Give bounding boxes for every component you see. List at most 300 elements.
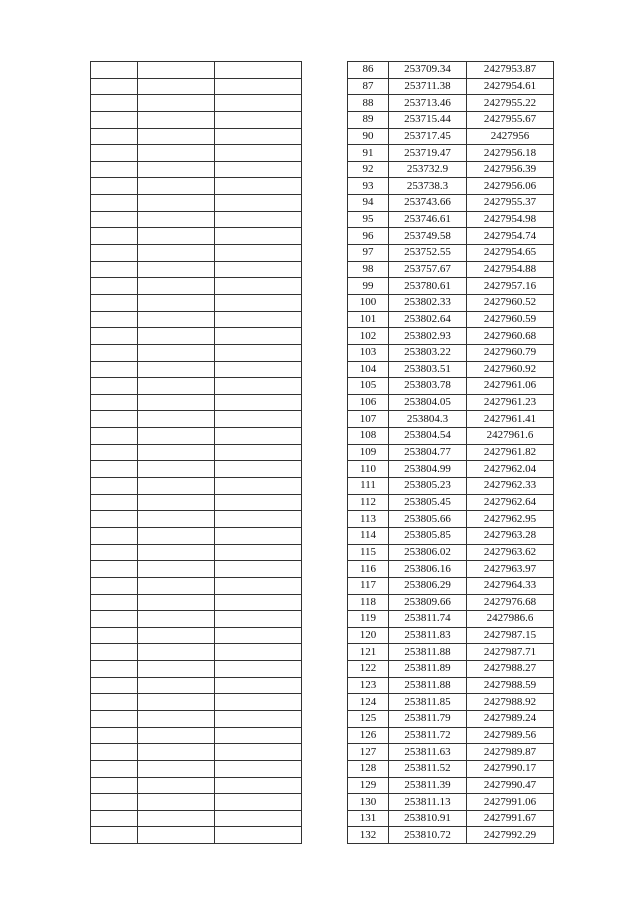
left-table-row — [91, 361, 302, 378]
x-coordinate-cell: 253811.39 — [389, 777, 467, 794]
left-table-cell — [138, 378, 215, 395]
left-table-cell — [91, 594, 138, 611]
y-coordinate-cell: 2427986.6 — [467, 611, 554, 628]
left-table-row — [91, 661, 302, 678]
point-number-cell: 107 — [348, 411, 389, 428]
point-number-cell: 118 — [348, 594, 389, 611]
left-table-cell — [138, 511, 215, 528]
point-number-cell: 131 — [348, 810, 389, 827]
y-coordinate-cell: 2427955.22 — [467, 95, 554, 112]
left-table-cell — [138, 261, 215, 278]
left-table-cell — [138, 294, 215, 311]
table-row — [348, 394, 554, 411]
x-coordinate-cell: 253802.64 — [389, 311, 467, 328]
left-table-row — [91, 178, 302, 195]
left-table-cell — [138, 78, 215, 95]
x-coordinate-cell: 253805.45 — [389, 494, 467, 511]
y-coordinate-cell: 2427954.88 — [467, 261, 554, 278]
left-table-row — [91, 777, 302, 794]
left-table-cell — [138, 95, 215, 112]
left-table-cell — [91, 511, 138, 528]
x-coordinate-cell: 253804.77 — [389, 444, 467, 461]
table-row — [348, 794, 554, 811]
table-row — [348, 145, 554, 162]
table-row — [348, 278, 554, 295]
left-table-cell — [215, 727, 302, 744]
point-number-cell: 95 — [348, 211, 389, 228]
left-table-cell — [215, 561, 302, 578]
left-table-cell — [215, 361, 302, 378]
y-coordinate-cell: 2427990.47 — [467, 777, 554, 794]
y-coordinate-cell: 2427987.15 — [467, 627, 554, 644]
point-number-cell: 113 — [348, 511, 389, 528]
table-row — [348, 428, 554, 445]
left-table-cell — [138, 794, 215, 811]
y-coordinate-cell: 2427976.68 — [467, 594, 554, 611]
x-coordinate-cell: 253719.47 — [389, 145, 467, 162]
left-table-row — [91, 694, 302, 711]
point-number-cell: 124 — [348, 694, 389, 711]
left-table-cell — [138, 727, 215, 744]
y-coordinate-cell: 2427956.18 — [467, 145, 554, 162]
x-coordinate-cell: 253738.3 — [389, 178, 467, 195]
left-table-cell — [215, 394, 302, 411]
left-table-row — [91, 810, 302, 827]
coordinate-table — [347, 61, 554, 844]
y-coordinate-cell: 2427956.06 — [467, 178, 554, 195]
x-coordinate-cell: 253811.88 — [389, 677, 467, 694]
left-table-cell — [215, 611, 302, 628]
left-table-cell — [91, 261, 138, 278]
table-row — [348, 544, 554, 561]
left-table-cell — [91, 344, 138, 361]
left-table-row — [91, 328, 302, 345]
left-table-row — [91, 145, 302, 162]
left-table-row — [91, 727, 302, 744]
table-row — [348, 178, 554, 195]
left-table-cell — [91, 661, 138, 678]
x-coordinate-cell: 253711.38 — [389, 78, 467, 95]
left-table-row — [91, 344, 302, 361]
x-coordinate-cell: 253743.66 — [389, 195, 467, 212]
left-table-cell — [91, 777, 138, 794]
x-coordinate-cell: 253805.85 — [389, 527, 467, 544]
left-table-row — [91, 644, 302, 661]
table-row — [348, 827, 554, 844]
left-table-cell — [215, 161, 302, 178]
left-table-row — [91, 544, 302, 561]
left-table-cell — [91, 111, 138, 128]
x-coordinate-cell: 253713.46 — [389, 95, 467, 112]
left-table-cell — [91, 478, 138, 495]
point-number-cell: 101 — [348, 311, 389, 328]
y-coordinate-cell: 2427961.82 — [467, 444, 554, 461]
left-table-cell — [138, 178, 215, 195]
x-coordinate-cell: 253752.55 — [389, 245, 467, 262]
left-table-cell — [215, 827, 302, 844]
x-coordinate-cell: 253804.3 — [389, 411, 467, 428]
left-table-cell — [91, 245, 138, 262]
left-table-row — [91, 710, 302, 727]
left-table-cell — [215, 661, 302, 678]
left-table-row — [91, 561, 302, 578]
table-row — [348, 527, 554, 544]
table-row — [348, 195, 554, 212]
y-coordinate-cell: 2427963.97 — [467, 561, 554, 578]
table-row — [348, 95, 554, 112]
point-number-cell: 104 — [348, 361, 389, 378]
left-table-cell — [215, 78, 302, 95]
left-table-cell — [215, 145, 302, 162]
table-row — [348, 810, 554, 827]
left-table-cell — [138, 577, 215, 594]
left-table-cell — [215, 694, 302, 711]
left-table-row — [91, 744, 302, 761]
y-coordinate-cell: 2427954.65 — [467, 245, 554, 262]
x-coordinate-cell: 253757.67 — [389, 261, 467, 278]
left-table-cell — [138, 62, 215, 79]
left-table-cell — [91, 760, 138, 777]
left-table-cell — [138, 211, 215, 228]
point-number-cell: 94 — [348, 195, 389, 212]
y-coordinate-cell: 2427992.29 — [467, 827, 554, 844]
point-number-cell: 123 — [348, 677, 389, 694]
point-number-cell: 99 — [348, 278, 389, 295]
x-coordinate-cell: 253804.99 — [389, 461, 467, 478]
y-coordinate-cell: 2427956 — [467, 128, 554, 145]
y-coordinate-cell: 2427962.04 — [467, 461, 554, 478]
point-number-cell: 130 — [348, 794, 389, 811]
left-table-cell — [91, 577, 138, 594]
y-coordinate-cell: 2427954.98 — [467, 211, 554, 228]
x-coordinate-cell: 253746.61 — [389, 211, 467, 228]
left-table-row — [91, 444, 302, 461]
left-table-row — [91, 511, 302, 528]
y-coordinate-cell: 2427960.79 — [467, 344, 554, 361]
left-empty-table — [90, 61, 302, 844]
y-coordinate-cell: 2427954.61 — [467, 78, 554, 95]
left-table-cell — [215, 344, 302, 361]
table-row — [348, 261, 554, 278]
y-coordinate-cell: 2427991.67 — [467, 810, 554, 827]
x-coordinate-cell: 253811.13 — [389, 794, 467, 811]
left-table-cell — [138, 278, 215, 295]
left-table-cell — [91, 128, 138, 145]
left-table-row — [91, 161, 302, 178]
left-table-cell — [91, 611, 138, 628]
point-number-cell: 98 — [348, 261, 389, 278]
table-row — [348, 344, 554, 361]
x-coordinate-cell: 253715.44 — [389, 111, 467, 128]
point-number-cell: 125 — [348, 710, 389, 727]
left-table-cell — [138, 561, 215, 578]
left-table-cell — [215, 494, 302, 511]
y-coordinate-cell: 2427953.87 — [467, 62, 554, 79]
left-table-row — [91, 461, 302, 478]
y-coordinate-cell: 2427963.62 — [467, 544, 554, 561]
left-table-row — [91, 278, 302, 295]
left-table-body — [91, 62, 302, 844]
x-coordinate-cell: 253810.91 — [389, 810, 467, 827]
x-coordinate-cell: 253811.74 — [389, 611, 467, 628]
point-number-cell: 119 — [348, 611, 389, 628]
x-coordinate-cell: 253811.89 — [389, 661, 467, 678]
table-row — [348, 611, 554, 628]
left-table-cell — [215, 444, 302, 461]
left-table-row — [91, 577, 302, 594]
y-coordinate-cell: 2427954.74 — [467, 228, 554, 245]
point-number-cell: 97 — [348, 245, 389, 262]
left-table-cell — [138, 478, 215, 495]
x-coordinate-cell: 253811.85 — [389, 694, 467, 711]
left-table-cell — [215, 245, 302, 262]
table-row — [348, 744, 554, 761]
left-table-cell — [215, 760, 302, 777]
point-number-cell: 126 — [348, 727, 389, 744]
left-table-cell — [91, 444, 138, 461]
left-table-cell — [138, 544, 215, 561]
left-table-row — [91, 311, 302, 328]
left-table-cell — [215, 278, 302, 295]
y-coordinate-cell: 2427960.59 — [467, 311, 554, 328]
left-table-row — [91, 245, 302, 262]
x-coordinate-cell: 253802.93 — [389, 328, 467, 345]
y-coordinate-cell: 2427987.71 — [467, 644, 554, 661]
left-table-cell — [91, 461, 138, 478]
point-number-cell: 108 — [348, 428, 389, 445]
table-row — [348, 561, 554, 578]
point-number-cell: 93 — [348, 178, 389, 195]
table-row — [348, 478, 554, 495]
point-number-cell: 116 — [348, 561, 389, 578]
point-number-cell: 120 — [348, 627, 389, 644]
left-table-cell — [91, 411, 138, 428]
y-coordinate-cell: 2427961.41 — [467, 411, 554, 428]
x-coordinate-cell: 253803.78 — [389, 378, 467, 395]
table-row — [348, 378, 554, 395]
left-table-cell — [91, 794, 138, 811]
left-table-cell — [91, 727, 138, 744]
left-table-cell — [215, 378, 302, 395]
left-table-cell — [91, 378, 138, 395]
x-coordinate-cell: 253717.45 — [389, 128, 467, 145]
left-table-cell — [91, 311, 138, 328]
point-number-cell: 112 — [348, 494, 389, 511]
left-table-cell — [138, 611, 215, 628]
left-table-cell — [215, 644, 302, 661]
left-table-row — [91, 494, 302, 511]
point-number-cell: 115 — [348, 544, 389, 561]
left-table-cell — [91, 328, 138, 345]
left-table-cell — [215, 677, 302, 694]
y-coordinate-cell: 2427961.23 — [467, 394, 554, 411]
left-table-cell — [138, 661, 215, 678]
left-table-cell — [138, 827, 215, 844]
left-table-cell — [215, 794, 302, 811]
point-number-cell: 88 — [348, 95, 389, 112]
left-table-cell — [91, 694, 138, 711]
left-table-cell — [91, 644, 138, 661]
left-table-cell — [215, 328, 302, 345]
left-table-cell — [215, 261, 302, 278]
point-number-cell: 129 — [348, 777, 389, 794]
left-table-cell — [215, 511, 302, 528]
point-number-cell: 102 — [348, 328, 389, 345]
left-table-row — [91, 62, 302, 79]
left-table-cell — [215, 62, 302, 79]
y-coordinate-cell: 2427960.92 — [467, 361, 554, 378]
left-table-cell — [91, 211, 138, 228]
table-row — [348, 128, 554, 145]
point-number-cell: 122 — [348, 661, 389, 678]
left-table-cell — [91, 394, 138, 411]
left-table-cell — [138, 594, 215, 611]
left-table-row — [91, 228, 302, 245]
x-coordinate-cell: 253806.29 — [389, 577, 467, 594]
left-table-cell — [138, 228, 215, 245]
left-table-cell — [91, 178, 138, 195]
point-number-cell: 96 — [348, 228, 389, 245]
left-table-cell — [91, 62, 138, 79]
left-table-cell — [91, 78, 138, 95]
left-table-cell — [138, 777, 215, 794]
table-row — [348, 211, 554, 228]
y-coordinate-cell: 2427964.33 — [467, 577, 554, 594]
left-table-row — [91, 478, 302, 495]
table-row — [348, 294, 554, 311]
left-table-cell — [138, 245, 215, 262]
x-coordinate-cell: 253805.66 — [389, 511, 467, 528]
point-number-cell: 100 — [348, 294, 389, 311]
left-table-cell — [91, 677, 138, 694]
left-table-cell — [91, 161, 138, 178]
left-table-cell — [91, 527, 138, 544]
y-coordinate-cell: 2427962.33 — [467, 478, 554, 495]
y-coordinate-cell: 2427989.24 — [467, 710, 554, 727]
left-table-cell — [91, 494, 138, 511]
left-table-row — [91, 527, 302, 544]
left-table-cell — [215, 527, 302, 544]
x-coordinate-cell: 253804.54 — [389, 428, 467, 445]
left-table-cell — [215, 228, 302, 245]
left-table-cell — [138, 361, 215, 378]
left-table-cell — [138, 760, 215, 777]
table-row — [348, 111, 554, 128]
x-coordinate-cell: 253732.9 — [389, 161, 467, 178]
left-table-cell — [91, 710, 138, 727]
left-table-cell — [215, 211, 302, 228]
y-coordinate-cell: 2427989.87 — [467, 744, 554, 761]
left-table-cell — [91, 95, 138, 112]
y-coordinate-cell: 2427957.16 — [467, 278, 554, 295]
y-coordinate-cell: 2427961.06 — [467, 378, 554, 395]
table-row — [348, 228, 554, 245]
left-table-cell — [138, 627, 215, 644]
y-coordinate-cell: 2427960.52 — [467, 294, 554, 311]
table-row — [348, 161, 554, 178]
left-table-cell — [138, 161, 215, 178]
left-table-cell — [91, 810, 138, 827]
x-coordinate-cell: 253803.22 — [389, 344, 467, 361]
table-row — [348, 62, 554, 79]
left-table-cell — [215, 428, 302, 445]
left-table-cell — [138, 444, 215, 461]
left-table-cell — [215, 577, 302, 594]
point-number-cell: 92 — [348, 161, 389, 178]
y-coordinate-cell: 2427961.6 — [467, 428, 554, 445]
left-table-row — [91, 428, 302, 445]
table-row — [348, 777, 554, 794]
y-coordinate-cell: 2427955.37 — [467, 195, 554, 212]
left-table-row — [91, 677, 302, 694]
point-number-cell: 114 — [348, 527, 389, 544]
table-row — [348, 710, 554, 727]
left-table-row — [91, 128, 302, 145]
table-row — [348, 494, 554, 511]
table-row — [348, 661, 554, 678]
point-number-cell: 105 — [348, 378, 389, 395]
y-coordinate-cell: 2427988.92 — [467, 694, 554, 711]
x-coordinate-cell: 253802.33 — [389, 294, 467, 311]
point-number-cell: 87 — [348, 78, 389, 95]
table-row — [348, 311, 554, 328]
left-table-cell — [91, 294, 138, 311]
table-row — [348, 594, 554, 611]
left-table-cell — [215, 627, 302, 644]
x-coordinate-cell: 253805.23 — [389, 478, 467, 495]
y-coordinate-cell: 2427991.06 — [467, 794, 554, 811]
left-table-cell — [138, 527, 215, 544]
left-table-row — [91, 78, 302, 95]
left-table-cell — [215, 95, 302, 112]
left-table-cell — [215, 810, 302, 827]
left-table-cell — [215, 311, 302, 328]
table-row — [348, 694, 554, 711]
left-table-row — [91, 794, 302, 811]
left-table-cell — [91, 361, 138, 378]
left-table-cell — [138, 810, 215, 827]
point-number-cell: 103 — [348, 344, 389, 361]
left-table-cell — [138, 411, 215, 428]
x-coordinate-cell: 253811.88 — [389, 644, 467, 661]
left-table-cell — [215, 544, 302, 561]
left-table-row — [91, 594, 302, 611]
x-coordinate-cell: 253811.72 — [389, 727, 467, 744]
point-number-cell: 111 — [348, 478, 389, 495]
point-number-cell: 106 — [348, 394, 389, 411]
left-table-row — [91, 195, 302, 212]
table-row — [348, 760, 554, 777]
left-table-cell — [138, 311, 215, 328]
left-table-cell — [215, 710, 302, 727]
table-row — [348, 461, 554, 478]
left-table-cell — [138, 328, 215, 345]
left-table-cell — [138, 111, 215, 128]
table-row — [348, 78, 554, 95]
left-table-row — [91, 211, 302, 228]
left-table-cell — [215, 478, 302, 495]
y-coordinate-cell: 2427960.68 — [467, 328, 554, 345]
left-table-cell — [91, 278, 138, 295]
left-table-row — [91, 827, 302, 844]
table-row — [348, 328, 554, 345]
y-coordinate-cell: 2427988.27 — [467, 661, 554, 678]
table-row — [348, 511, 554, 528]
table-row — [348, 644, 554, 661]
x-coordinate-cell: 253803.51 — [389, 361, 467, 378]
table-row — [348, 677, 554, 694]
left-table-cell — [215, 178, 302, 195]
